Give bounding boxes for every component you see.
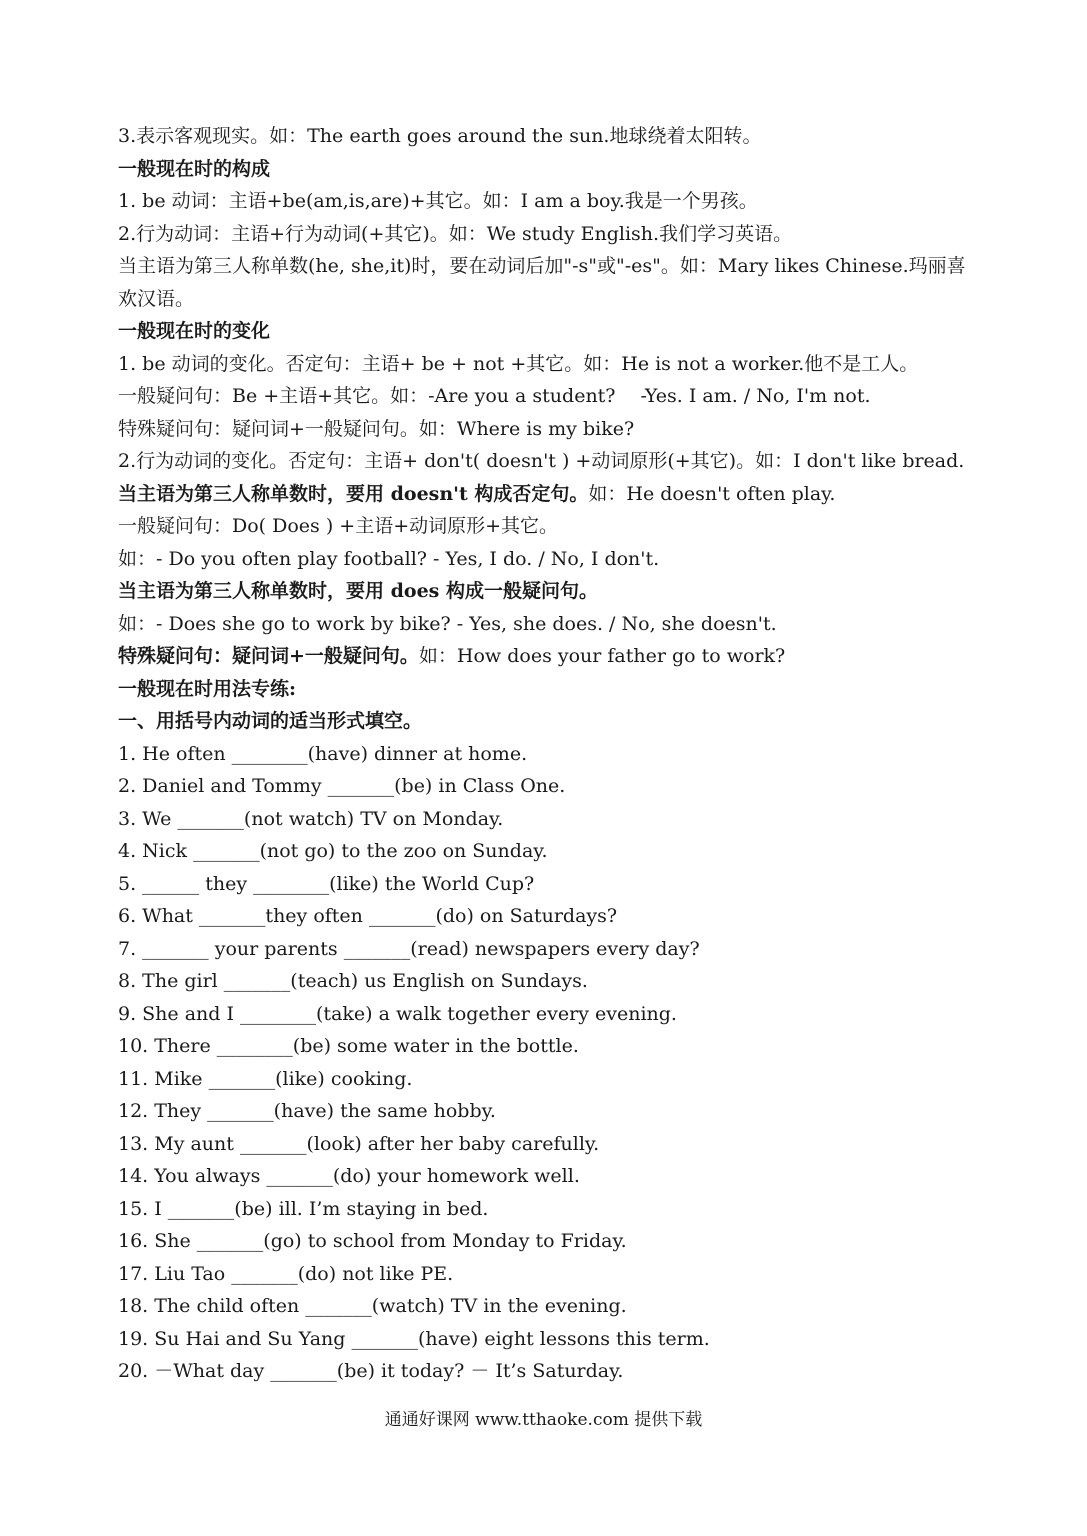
document-body [118, 120, 978, 1388]
text-line [118, 1258, 978, 1291]
text-line [118, 1225, 978, 1258]
section-heading [118, 153, 978, 186]
line-text: 一般疑问句：Be +主语+其它。如：-Are you a student? -Yes. I am. / No, I'm not. [118, 385, 871, 407]
text-line [118, 738, 978, 771]
line-text: 19. Su Hai and Su Yang _______(have) eight lessons this term. [118, 1327, 710, 1350]
text-line [118, 1063, 978, 1096]
text-line [118, 900, 978, 933]
line-text: 3. We _______(not watch) TV on Monday. [118, 807, 504, 830]
text-line [118, 835, 978, 868]
text-line [118, 1160, 978, 1193]
line-text: 7. _______ your parents _______(read) newspapers every day? [118, 937, 700, 960]
line-text: 15. I _______(be) ill. I’m staying in bed. [118, 1197, 489, 1220]
text-line [118, 543, 978, 576]
text-line [118, 1095, 978, 1128]
page-footer: 通通好课网 www.tthaoke.com 提供下载 [384, 1410, 703, 1430]
text-line [118, 803, 978, 836]
section-heading [118, 640, 978, 673]
line-text: 8. The girl _______(teach) us English on Sundays. [118, 970, 588, 992]
line-text: 一般现在时用法专练: [118, 677, 297, 700]
line-text: 1. be 动词：主语+be(am,is,are)+其它。如：I am a boy.我是一个男孩。 [118, 190, 758, 212]
line-text: 14. You always _______(do) your homework well. [118, 1165, 580, 1187]
text-line [118, 120, 978, 153]
line-tail: 如：How does your father go to work? [418, 645, 786, 667]
line-text: 3.表示客观现实。如：The earth goes around the sun.地球绕着太阳转。 [118, 125, 762, 147]
line-text: 16. She _______(go) to school from Monday to Friday. [118, 1230, 627, 1252]
line-text: 特殊疑问句：疑问词+一般疑问句。 [118, 645, 419, 667]
text-line [118, 1290, 978, 1323]
line-text: 特殊疑问句：疑问词+一般疑问句。如：Where is my bike? [118, 417, 635, 440]
line-text: 2.行为动词：主语+行为动词(+其它)。如：We study English.我们学习英语。 [118, 222, 793, 245]
line-text: 一般现在时的变化 [118, 320, 271, 342]
text-line [118, 380, 978, 413]
text-line [118, 1030, 978, 1063]
text-line [118, 998, 978, 1031]
line-text: 一般疑问句：Do( Does ) +主语+动词原形+其它。 [118, 515, 559, 537]
line-text: 一、用括号内动词的适当形式填空。 [118, 710, 423, 732]
line-text: 18. The child often _______(watch) TV in the evening. [118, 1295, 627, 1317]
text-line [118, 965, 978, 998]
text-line [118, 608, 978, 641]
line-text: 9. She and I ________(take) a walk together every evening. [118, 1002, 677, 1025]
line-text: 13. My aunt _______(look) after her baby carefully. [118, 1132, 600, 1155]
line-text: 10. There ________(be) some water in the bottle. [118, 1035, 579, 1057]
line-text: 4. Nick _______(not go) to the zoo on Sunday. [118, 840, 548, 862]
line-text: 2. Daniel and Tommy _______(be) in Class One. [118, 775, 566, 797]
line-text: 17. Liu Tao _______(do) not like PE. [118, 1262, 454, 1285]
text-line [118, 445, 978, 478]
text-line [118, 1193, 978, 1226]
line-text: 当主语为第三人称单数时，要用 does 构成一般疑问句。 [118, 580, 598, 602]
line-text: 11. Mike _______(like) cooking. [118, 1067, 413, 1090]
line-text: 6. What _______they often _______(do) on Saturdays? [118, 905, 618, 927]
text-line [118, 218, 978, 251]
section-heading [118, 673, 978, 706]
line-text: 5. ______ they ________(like) the World Cup? [118, 872, 535, 895]
line-text: 12. They _______(have) the same hobby. [118, 1100, 496, 1122]
text-line [118, 933, 978, 966]
line-text: 20. －What day _______(be) it today? － It’s Saturday. [118, 1360, 624, 1382]
line-text: 1. He often ________(have) dinner at home. [118, 742, 528, 765]
text-line [118, 250, 978, 315]
text-line [118, 413, 978, 446]
line-text: 如：- Does she go to work by bike? - Yes, she does. / No, she doesn't. [118, 612, 777, 635]
line-tail: 如：He doesn't often play. [588, 482, 836, 505]
text-line [118, 510, 978, 543]
text-line [118, 348, 978, 381]
text-line [118, 185, 978, 218]
text-line [118, 1323, 978, 1356]
section-heading [118, 575, 978, 608]
line-text: 2.行为动词的变化。否定句：主语+ don't( doesn't ) +动词原形(+其它)。如：I don't like bread. [118, 450, 965, 472]
line-text: 当主语为第三人称单数时，要用 doesn't 构成否定句。 [118, 482, 589, 505]
text-line [118, 1128, 978, 1161]
section-heading [118, 705, 978, 738]
line-text: 一般现在时的构成 [118, 157, 271, 180]
text-line [118, 1355, 978, 1388]
line-text: 1. be 动词的变化。否定句：主语+ be + not +其它。如：He is not a worker.他不是工人。 [118, 352, 919, 375]
section-heading [118, 478, 978, 511]
line-text: 当主语为第三人称单数(he, she,it)时，要在动词后加"-s"或"-es"。如：Mary likes Chinese.玛丽喜欢汉语。 [118, 255, 966, 310]
line-text: 如：- Do you often play football? - Yes, I do. / No, I don't. [118, 547, 660, 570]
text-line [118, 868, 978, 901]
text-line [118, 770, 978, 803]
section-heading [118, 315, 978, 348]
